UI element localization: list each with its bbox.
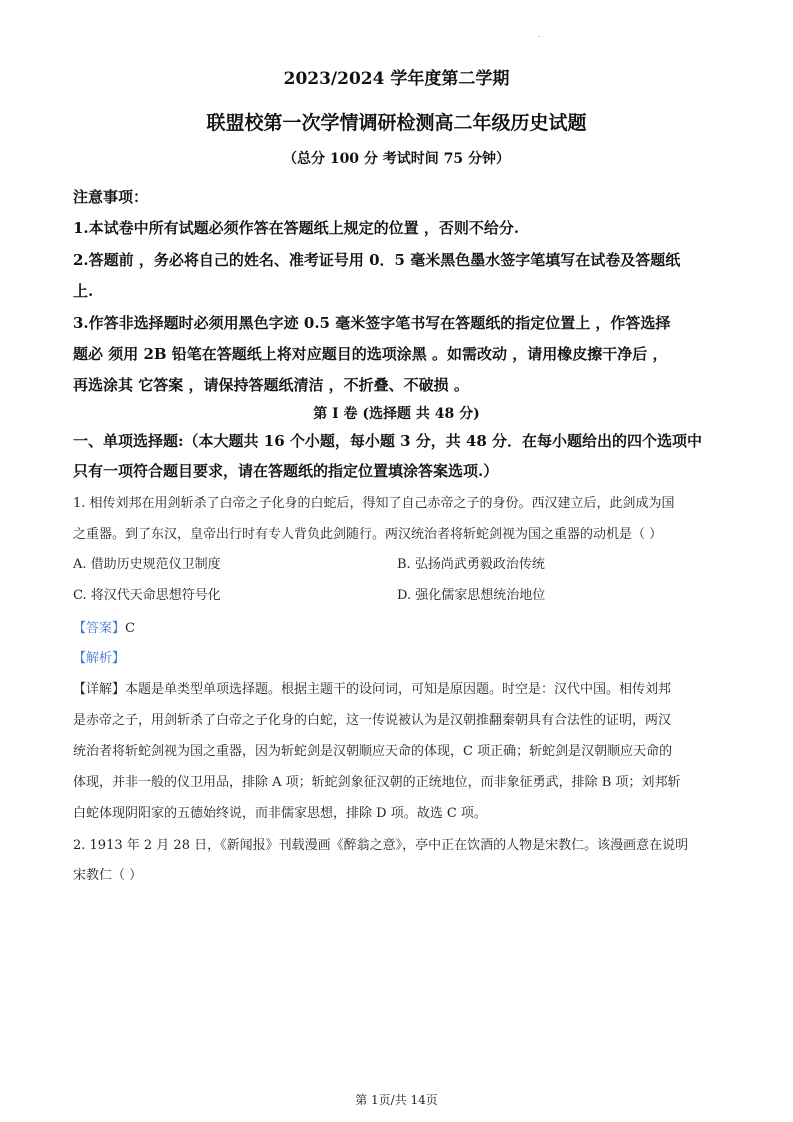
q1-answer (73, 617, 135, 636)
q1-detail-cont1: 是赤帝之子，用剑斩杀了白帝之子化身的白蛇，这一传说被认为是汉朝推翻秦朝具有合法性的证明，两汉 (73, 713, 672, 728)
q1-option-b: B. 弘扬尚武勇毅政治传统 (397, 557, 545, 572)
answer-value: C (125, 621, 135, 636)
section-instruction: 一、单项选择题:（本大题共 16 个小题，每小题 3 分，共 48 分．在每小题给出的四个选项中 (73, 432, 703, 450)
analysis-tag: 【解析】 (73, 651, 126, 666)
notice-item-2-cont: 上. (73, 282, 94, 300)
notice-item-3-cont2: 再选涂其 它答案 ，请保持答题纸清洁 ，不折叠、不破损 。 (73, 376, 469, 394)
notice-item-3: 3.作答非选择题时必须用黑色字迹 0.5 毫米签字笔书写在答题纸的指定位置上 ，作答选择 (73, 314, 671, 332)
notice-heading: 注意事项： (73, 188, 149, 206)
exam-title-line2: 联盟校第一次学情调研检测高二年级历史试题 (206, 112, 587, 134)
q2-stem-cont: 宋教仁（ ） (73, 868, 143, 883)
q1-option-c: C. 将汉代天命思想符号化 (73, 588, 221, 603)
exam-subtitle: （总分 100 分 考试时间 75 分钟） (282, 151, 511, 167)
section-title: 第 I 卷 (选择题 共 48 分) (313, 406, 480, 422)
q1-stem: 1. 相传刘邦在用剑斩杀了白帝之子化身的白蛇后，得知了自己赤帝之子的身份。西汉建立后，此剑成为国 (73, 496, 675, 511)
notice-item-1: 1.本试卷中所有试题必须作答在答题纸上规定的位置 ，否则不给分. (73, 219, 520, 237)
q1-detail-cont4: 白蛇体现阴阳家的五德始终说，而非儒家思想，排除 D 项。故选 C 项。 (73, 806, 487, 821)
exam-title-line1: 2023/2024 学年度第二学期 (283, 69, 510, 89)
q1-detail: 【详解】本题是单类型单项选择题。根据主题干的设问词，可知是原因题。时空是：汉代中国。相传刘邦 (73, 682, 672, 697)
q1-option-a: A. 借助历史规范仪卫制度 (73, 557, 221, 572)
answer-tag: 【答案】 (73, 621, 126, 636)
q2-stem: 2. 1913 年 2 月 28 日，《新闻报》刊载漫画《醉翁之意》，亭中正在饮酒的人物是宋教仁。该漫画意在说明 (73, 838, 689, 853)
q1-option-d: D. 强化儒家思想统治地位 (397, 588, 546, 603)
page-dot: . (538, 30, 541, 39)
q1-stem-cont: 之重器。到了东汉，皇帝出行时有专人背负此剑随行。两汉统治者将斩蛇剑视为国之重器的动机是（ ） (73, 527, 663, 542)
notice-item-2: 2.答题前 ，务必将自己的姓名、准考证号用 0．5 毫米黑色墨水签字笔填写在试卷及答题纸 (73, 251, 681, 269)
section-instruction-cont: 只有一项符合题目要求，请在答题纸的指定位置填涂答案选项.） (73, 462, 499, 480)
notice-item-3-cont1: 题必 须用 2B 铅笔在答题纸上将对应题目的选项涂黑 。如需改动 ，请用橡皮擦干净后 ， (73, 345, 668, 363)
q1-detail-cont3: 体现，并非一般的仪卫用品，排除 A 项；斩蛇剑象征汉朝的正统地位，而非象征勇武，排除 B 项；刘邦斩 (73, 775, 681, 790)
page-footer: 第 1页/共 14页 (355, 1093, 438, 1107)
q1-detail-cont2: 统治者将斩蛇剑视为国之重器，因为斩蛇剑是汉朝顺应天命的体现，C 项正确；斩蛇剑是汉朝顺应天命的 (73, 744, 673, 759)
